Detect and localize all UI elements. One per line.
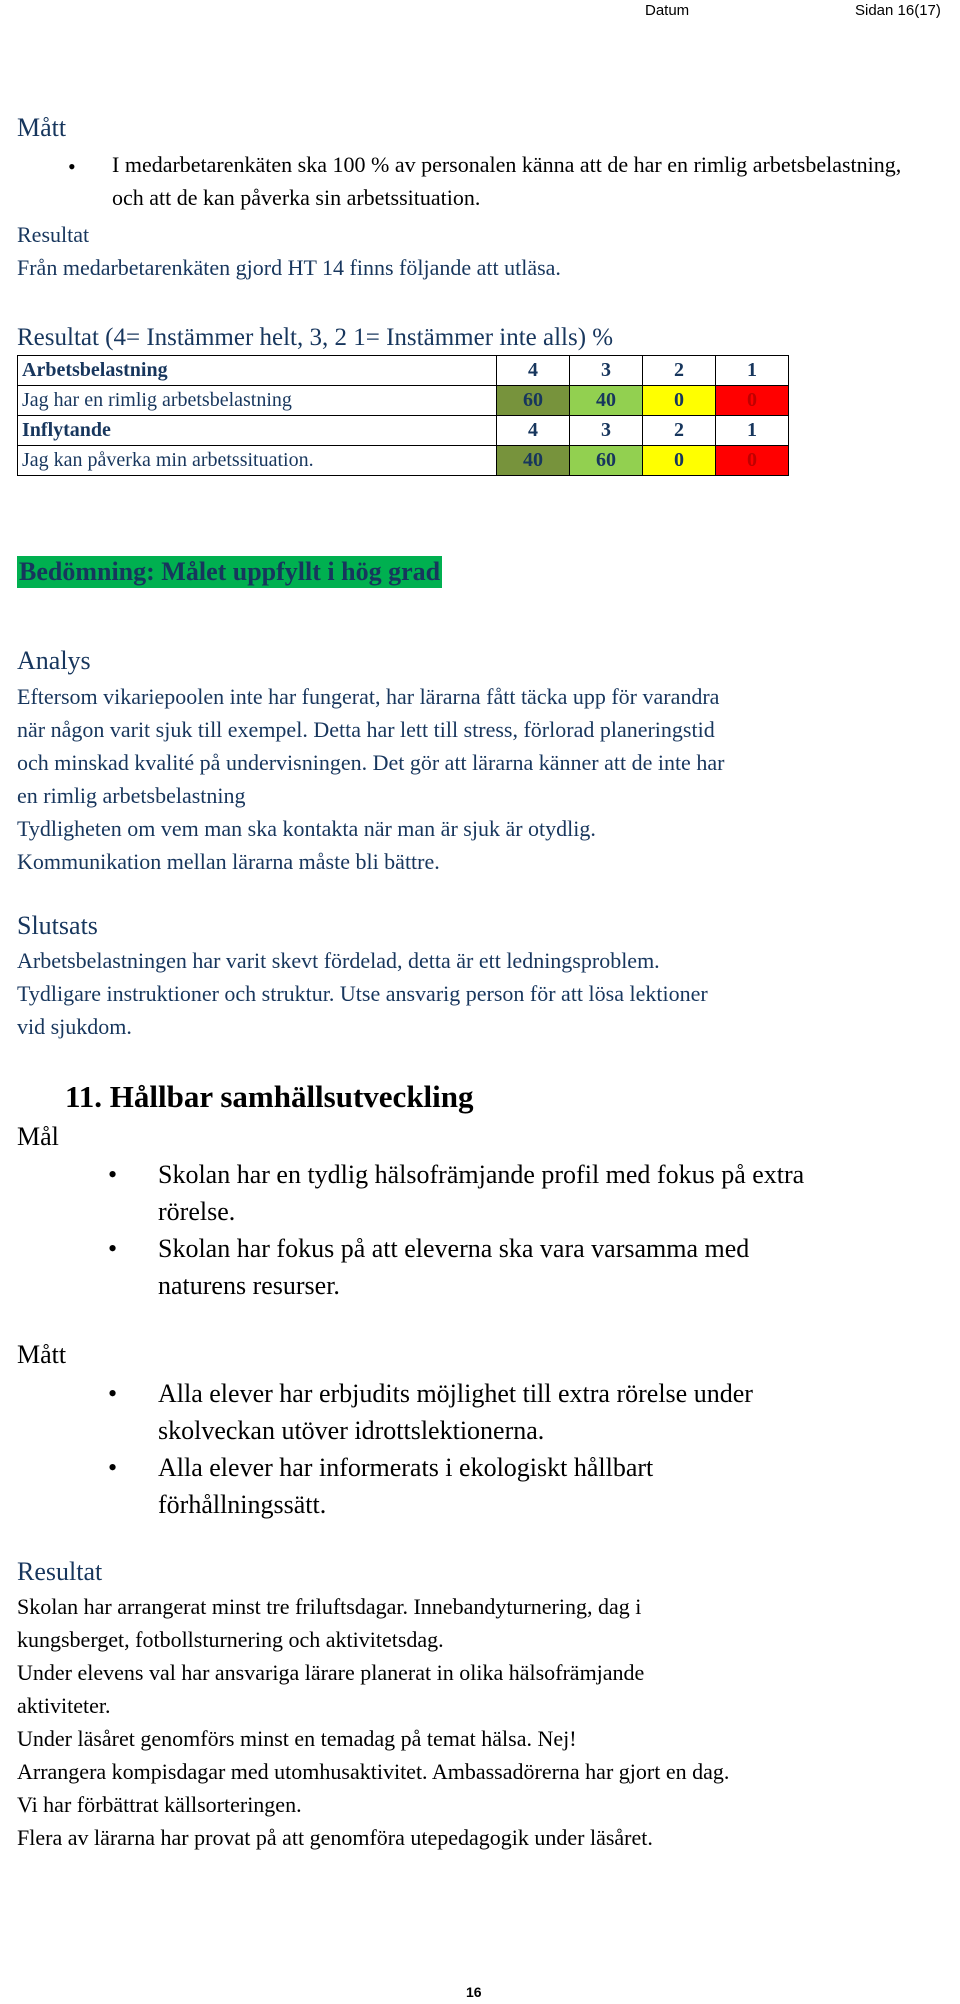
matt2-item	[108, 1375, 942, 1449]
analys-line: när någon varit sjuk till exempel. Detta har lett till stress, förlorad planeringstid	[17, 717, 715, 742]
table-row-label: Jag har en rimlig arbetsbelastning	[18, 386, 497, 416]
mal-item	[108, 1230, 942, 1304]
table-cell: 4	[497, 416, 570, 446]
analys-line: Kommunikation mellan lärarna måste bli bättre.	[17, 849, 440, 874]
table-cell: 1	[716, 356, 789, 386]
analys-line: och minskad kvalité på undervisningen. Det gör att lärarna känner att de inte har	[17, 750, 725, 775]
analys-heading: Analys	[17, 646, 91, 675]
bullet-icon: •	[108, 1379, 118, 1408]
table-row-label: Arbetsbelastning	[18, 356, 497, 386]
section-title: 11. Hållbar samhällsutveckling	[65, 1079, 474, 1114]
mal-item-line: Skolan har fokus på att eleverna ska vara varsamma med	[158, 1234, 750, 1263]
table-cell: 4	[497, 356, 570, 386]
matt2-item-line: skolveckan utöver idrottslektionerna.	[158, 1416, 545, 1445]
slutsats-line: Arbetsbelastningen har varit skevt fördelad, detta är ett ledningsproblem.	[17, 948, 660, 973]
page-number: 16	[466, 1984, 482, 2000]
table-cell: 2	[643, 356, 716, 386]
table-cell: 0	[643, 386, 716, 416]
header-page-label: Sidan 16(17)	[855, 2, 941, 19]
bullet-icon: •	[68, 154, 76, 179]
table-row-label: Jag kan påverka min arbetssituation.	[18, 446, 497, 476]
resultat2-line: aktiviteter.	[17, 1693, 111, 1718]
matt-bullet-text: I medarbetarenkäten ska 100 % av personalen känna att de har en rimlig arbetsbelastning, och att de kan påverka sin arbetssituation.	[112, 152, 902, 210]
table-row-label: Inflytande	[18, 416, 497, 446]
results-table	[17, 355, 789, 476]
matt2-item-line: Alla elever har informerats i ekologiskt hållbart	[158, 1453, 654, 1482]
table-cell: 40	[570, 386, 643, 416]
table-cell: 3	[570, 356, 643, 386]
table-title: Resultat (4= Instämmer helt, 3, 2 1= Instämmer inte alls) %	[17, 324, 614, 351]
slutsats-heading: Slutsats	[17, 911, 98, 940]
table-cell: 3	[570, 416, 643, 446]
mal-item-line: naturens resurser.	[158, 1271, 340, 1300]
table-row	[18, 386, 789, 416]
table-cell: 0	[716, 386, 789, 416]
bullet-icon: •	[108, 1234, 118, 1263]
assessment-badge: Bedömning: Målet uppfyllt i hög grad	[19, 557, 441, 586]
resultat2-body	[17, 1590, 952, 1854]
table-header-row	[18, 416, 789, 446]
matt2-heading: Mått	[17, 1340, 67, 1369]
table-cell: 60	[497, 386, 570, 416]
mal-heading: Mål	[17, 1122, 59, 1151]
matt2-item-line: förhållningssätt.	[158, 1490, 327, 1519]
slutsats-line: Tydligare instruktioner och struktur. Utse ansvarig person för att lösa lektioner	[17, 981, 708, 1006]
matt2-item	[108, 1449, 942, 1523]
resultat2-line: Under elevens val har ansvariga lärare planerat in olika hälsofrämjande	[17, 1660, 645, 1685]
mal-item-line: Skolan har en tydlig hälsofrämjande profil med fokus på extra	[158, 1160, 805, 1189]
resultat-text: Från medarbetarenkäten gjord HT 14 finns följande att utläsa.	[17, 255, 561, 280]
analys-line: en rimlig arbetsbelastning	[17, 783, 246, 808]
table-cell: 0	[643, 446, 716, 476]
table-row	[18, 446, 789, 476]
table-cell: 40	[497, 446, 570, 476]
table-cell: 1	[716, 416, 789, 446]
resultat2-heading: Resultat	[17, 1557, 103, 1586]
table-cell: 2	[643, 416, 716, 446]
table-cell: 0	[716, 446, 789, 476]
header-date-label: Datum	[645, 2, 690, 19]
resultat2-line: Under läsåret genomförs minst en temadag på temat hälsa. Nej!	[17, 1726, 577, 1751]
matt2-list	[108, 1375, 942, 1523]
matt-heading: Mått	[17, 113, 67, 142]
mal-item-line: rörelse.	[158, 1197, 236, 1226]
slutsats-line: vid sjukdom.	[17, 1014, 132, 1039]
resultat2-line: Vi har förbättrat källsorteringen.	[17, 1792, 302, 1817]
resultat2-line: Arrangera kompisdagar med utomhusaktivitet. Ambassadörerna har gjort en dag.	[17, 1759, 730, 1784]
resultat2-line: Flera av lärarna har provat på att genomföra utepedagogik under läsåret.	[17, 1825, 653, 1850]
matt2-item-line: Alla elever har erbjudits möjlighet till extra rörelse under	[158, 1379, 753, 1408]
table-cell: 60	[570, 446, 643, 476]
analys-line: Tydligheten om vem man ska kontakta när man är sjuk är otydlig.	[17, 816, 596, 841]
slutsats-body	[17, 944, 947, 1043]
resultat2-line: Skolan har arrangerat minst tre friluftsdagar. Innebandyturnering, dag i	[17, 1594, 642, 1619]
analys-line: Eftersom vikariepoolen inte har fungerat, har lärarna fått täcka upp för varandra	[17, 684, 720, 709]
table-header-row	[18, 356, 789, 386]
bullet-icon: •	[108, 1453, 118, 1482]
resultat2-line: kungsberget, fotbollsturnering och aktivitetsdag.	[17, 1627, 444, 1652]
analys-body	[17, 680, 947, 878]
resultat-heading: Resultat	[17, 222, 90, 247]
mal-item	[108, 1156, 942, 1230]
bullet-icon: •	[108, 1160, 118, 1189]
mal-list	[108, 1156, 942, 1304]
